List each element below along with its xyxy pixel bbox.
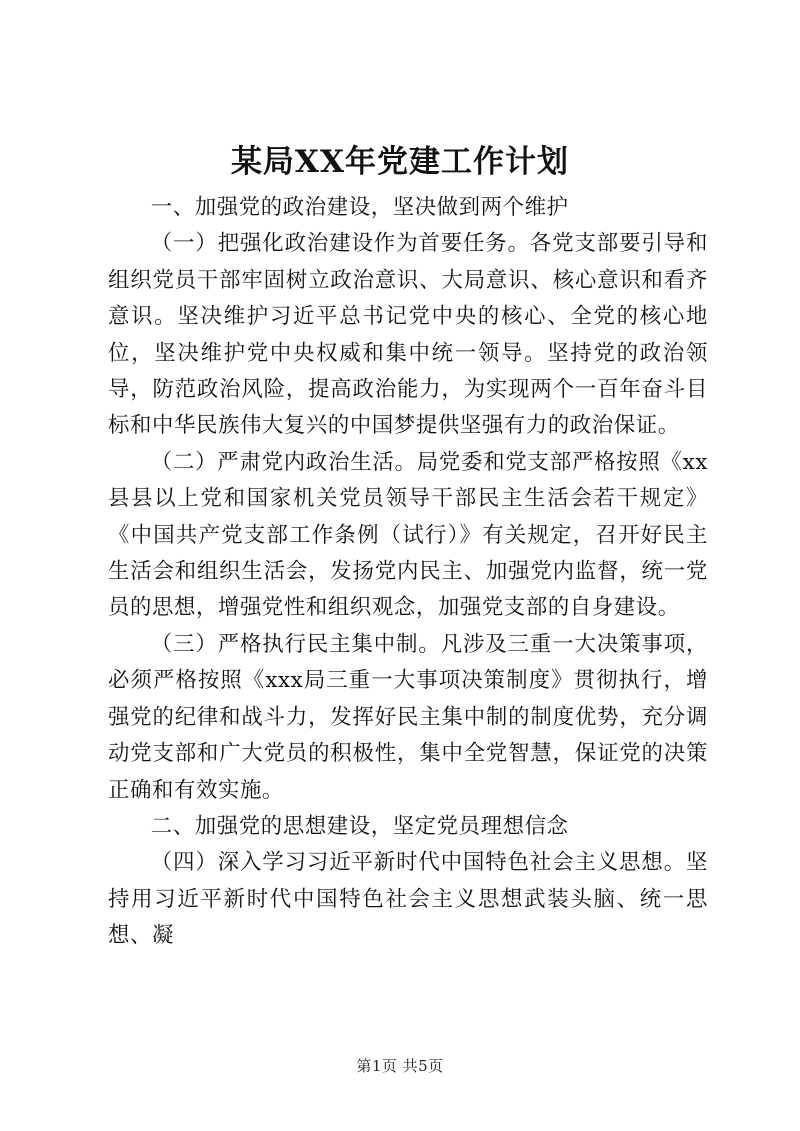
paragraph-3: （三）严格执行民主集中制。凡涉及三重一大决策事项，必须严格按照《xxx局三重一大事项决策制度》贯彻执行，增强党的纪律和战斗力，发挥好民主集中制的制度优势，充分调动党支部和广大党员的积极性，集中全党智慧，保证党的决策正确和有效实施。	[108, 631, 708, 803]
paragraph-2: （二）严肃党内政治生活。局党委和党支部严格按照《xx县县以上党和国家机关党员领导干部民主生活会若干规定》《中国共产党支部工作条例（试行）》有关规定，召开好民主生活会和组织生活会，发扬党内民主、加强党内监督，统一党员的思想，增强党性和组织观念，加强党支部的自身建设。	[108, 449, 708, 621]
page-footer: 第1页 共5页	[356, 1057, 444, 1075]
section-heading-1: 一、加强党的政治建设，坚决做到两个维护	[150, 195, 569, 220]
document-title: 某局XX年党建工作计划	[230, 144, 570, 180]
document-body	[108, 190, 708, 955]
paragraph-1: （一）把强化政治建设作为首要任务。各党支部要引导和组织党员干部牢固树立政治意识、大局意识、核心意识和看齐意识。坚决维护习近平总书记党中央的核心、全党的核心地位，坚决维护党中央权威和集中统一领导。坚持党的政治领导，防范政治风险，提高政治能力，为实现两个一百年奋斗目标和中华民族伟大复兴的中国梦提供坚强有力的政治保证。	[108, 231, 708, 439]
section-heading-2: 二、加强党的思想建设，坚定党员理想信念	[150, 813, 569, 839]
paragraph-4: （四）深入学习习近平新时代中国特色社会主义思想。坚持用习近平新时代中国特色社会主义思想武装头脑、统一思想、凝	[108, 850, 708, 949]
